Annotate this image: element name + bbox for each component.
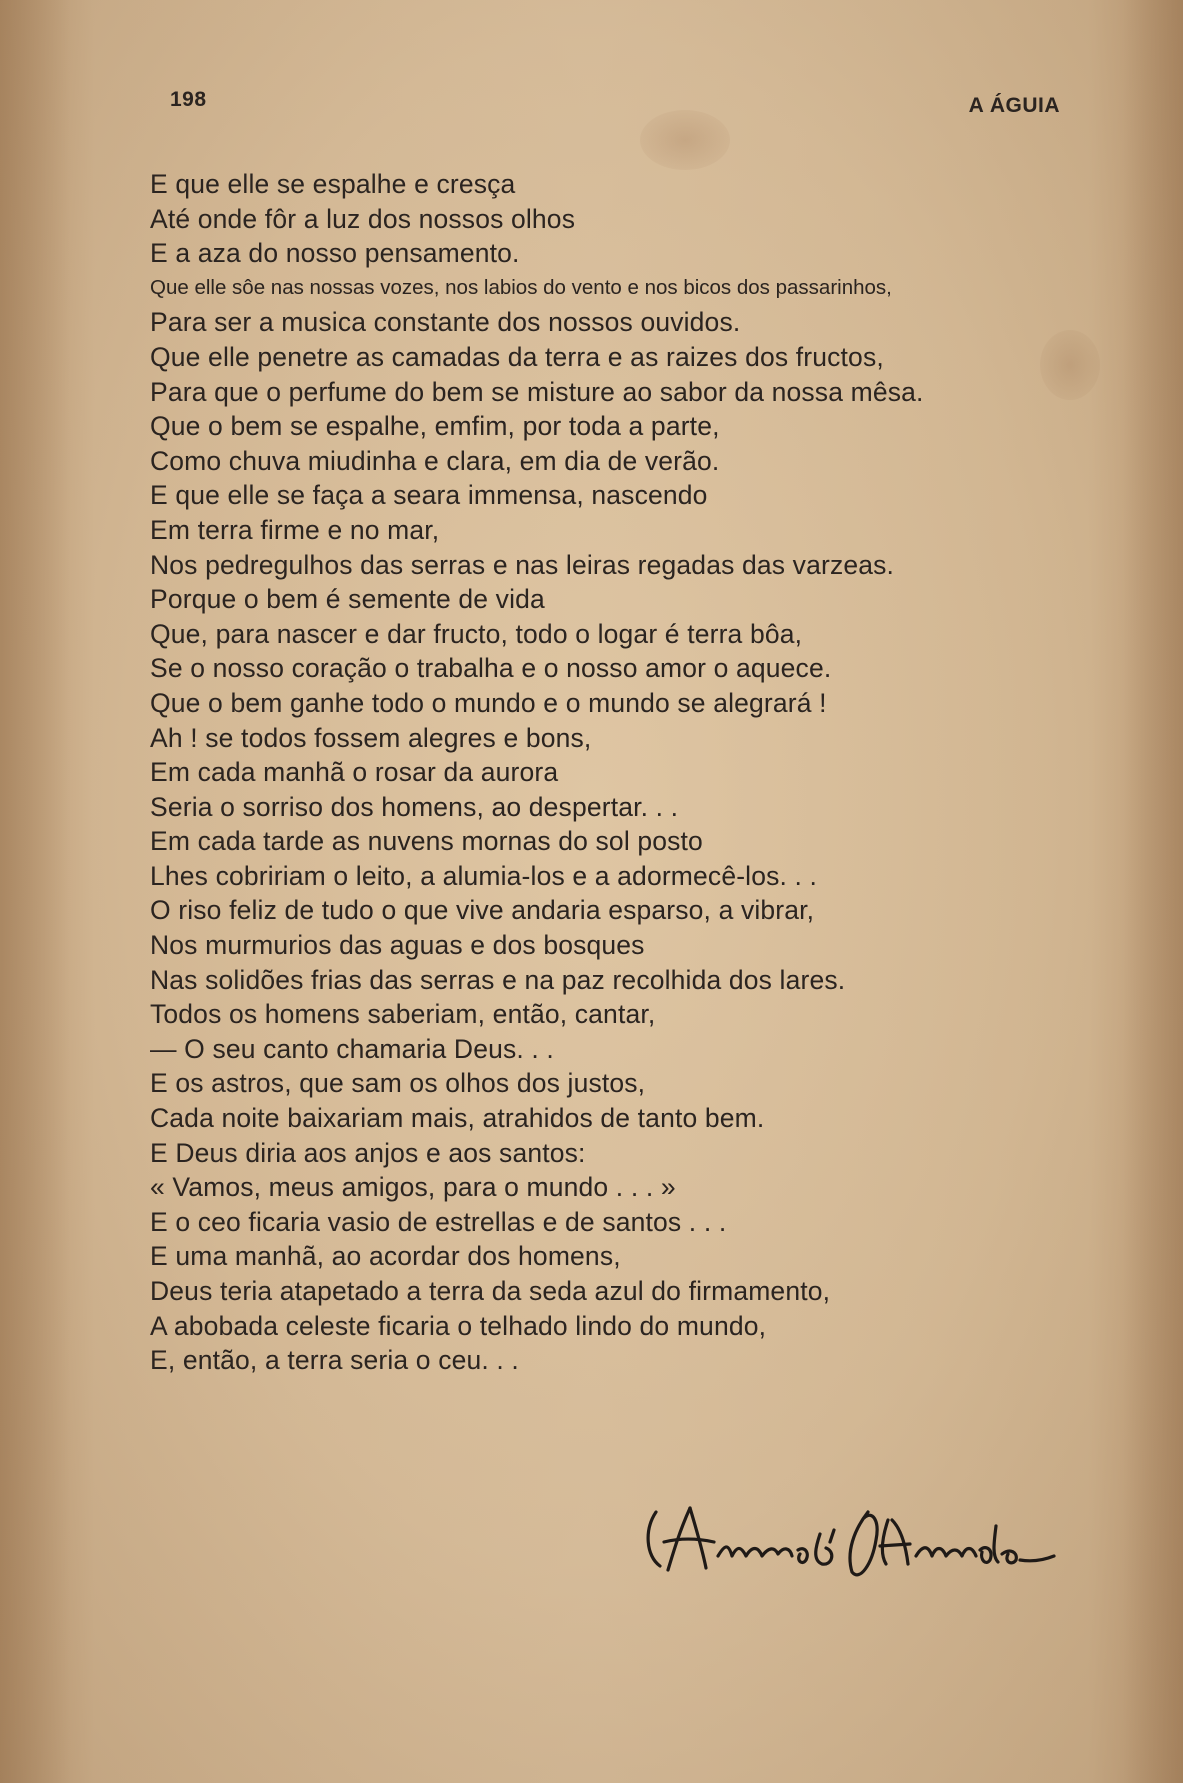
poem-line: E os astros, que sam os olhos dos justos, <box>150 1068 646 1099</box>
poem-line: Até onde fôr a luz dos nossos olhos <box>150 203 576 234</box>
poem-line: Em terra firme e no mar, <box>150 514 440 545</box>
poem-line: E Deus diria aos anjos e aos santos: <box>150 1137 586 1168</box>
poem-line: Deus teria atapetado a terra da seda azul do firmamento, <box>150 1276 831 1306</box>
poem-line: Em cada tarde as nuvens mornas do sol posto <box>150 826 703 857</box>
poem-line: Nas solidões frias das serras e na paz recolhida dos lares. <box>150 964 846 995</box>
poem-line: Que o bem ganhe todo o mundo e o mundo se alegrará ! <box>150 687 827 718</box>
poem-line: Cada noite baixariam mais, atrahidos de tanto bem. <box>150 1103 765 1134</box>
poem-body <box>150 167 1050 1378</box>
poem-line: Em cada manhã o rosar da aurora <box>150 757 559 788</box>
poem-line: A abobada celeste ficaria o telhado lindo do mundo, <box>150 1310 767 1341</box>
poem-line: E o ceo ficaria vasio de estrellas e de santos . . . <box>150 1206 727 1237</box>
page-edge-shading-right <box>1123 0 1183 1783</box>
page-number: 198 <box>170 88 207 111</box>
poem-line: E, então, a terra seria o ceu. . . <box>150 1345 519 1376</box>
poem-line: Todos os homens saberiam, então, cantar, <box>150 999 656 1030</box>
poem-line: O riso feliz de tudo o que vive andaria esparso, a vibrar, <box>150 895 815 926</box>
poem-line: Nos pedregulhos das serras e nas leiras regadas das varzeas. <box>150 549 895 580</box>
poem-line: Lhes cobririam o leito, a alumia-los e a adormecê-los. . . <box>150 860 818 891</box>
poem-line: « Vamos, meus amigos, para o mundo . . . » <box>150 1172 676 1203</box>
poem-line: Porque o bem é semente de vida <box>150 584 545 615</box>
poem-line: Se o nosso coração o trabalha e o nosso amor o aquece. <box>150 653 832 684</box>
poem-line: E que elle se espalhe e cresça <box>150 169 516 199</box>
page-header <box>170 82 1060 122</box>
poem-line: Ah ! se todos fossem alegres e bons, <box>150 722 592 753</box>
poem-line: E a aza do nosso pensamento. <box>150 238 520 269</box>
poem-line: Nos murmurios das aguas e dos bosques <box>150 930 645 961</box>
poem-line: Que elle sôe nas nossas vozes, nos labios do vento e nos bicos dos passarinhos, <box>150 275 892 299</box>
poem-line: Para ser a musica constante dos nossos ouvidos. <box>150 307 741 338</box>
poem-line: — O seu canto chamaria Deus. . . <box>150 1033 554 1064</box>
handwritten-signature <box>640 1490 1060 1580</box>
poem-line: Que elle penetre as camadas da terra e as raizes dos fructos, <box>150 341 884 372</box>
poem-line: Seria o sorriso dos homens, ao despertar. . . <box>150 791 679 822</box>
poem-line: Que, para nascer e dar fructo, todo o logar é terra bôa, <box>150 618 803 649</box>
poem-line: Como chuva miudinha e clara, em dia de verão. <box>150 445 720 476</box>
poem-line: Que o bem se espalhe, emfim, por toda a parte, <box>150 411 720 442</box>
poem-line: E uma manhã, ao acordar dos homens, <box>150 1241 621 1272</box>
running-head: A ÁGUIA <box>968 94 1060 117</box>
poem-line: E que elle se faça a seara immensa, nascendo <box>150 480 708 511</box>
page-edge-shading-left <box>0 0 70 1783</box>
poem-line: Para que o perfume do bem se misture ao sabor da nossa mêsa. <box>150 376 924 407</box>
